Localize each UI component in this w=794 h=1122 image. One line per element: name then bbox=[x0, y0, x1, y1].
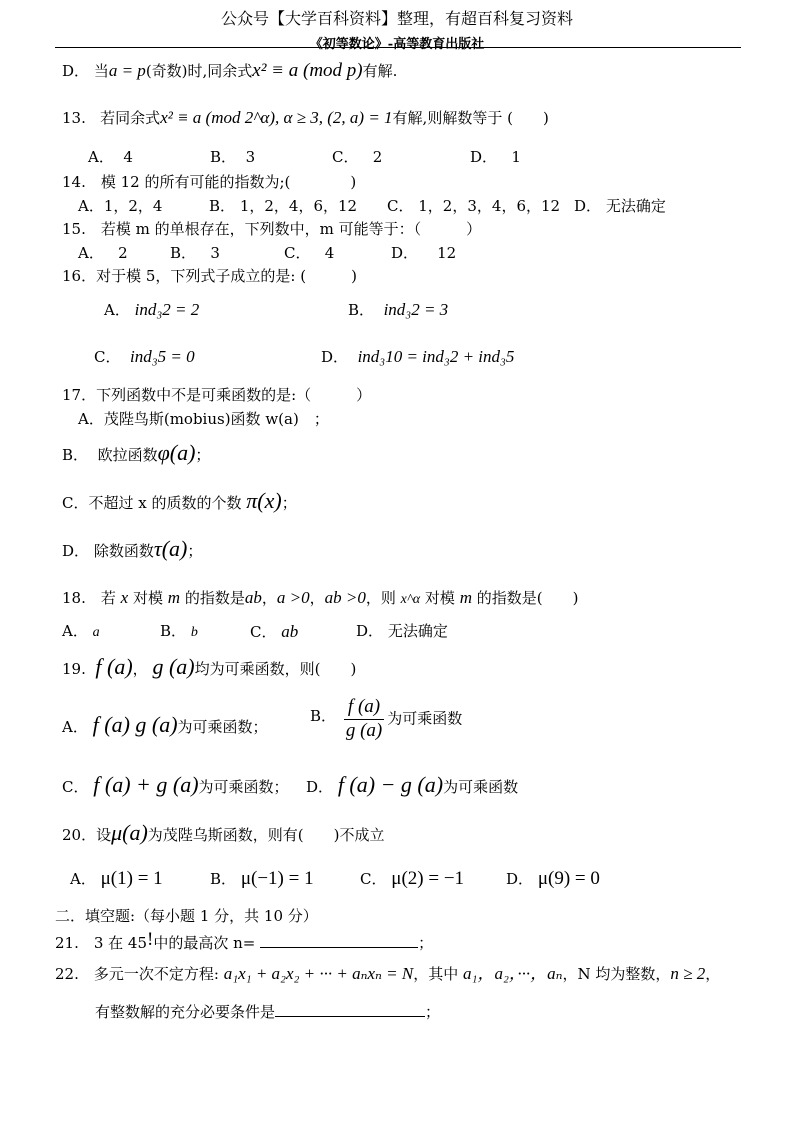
q16-option-b: B． ind₃2 = 3 bbox=[348, 300, 449, 319]
q15-option-b: B． 3 bbox=[170, 244, 220, 262]
answer-blank[interactable] bbox=[275, 1002, 425, 1017]
q20-option-c: C． μ(2) = −1 bbox=[360, 868, 465, 889]
q19-option-a: A． f (a) g (a)为可乘函数； bbox=[62, 712, 268, 737]
math-expr: μ(a) bbox=[111, 820, 148, 845]
q17-option-d: D． 除数函数τ(a)； bbox=[62, 536, 203, 561]
q16-option-d: D． ind₃10 = ind₃2 + ind₃5 bbox=[321, 347, 515, 366]
math-expr: ind₃5 = 0 bbox=[130, 347, 195, 366]
q13-option-d: D． 1 bbox=[470, 148, 521, 166]
q18-option-c: C． ab bbox=[250, 622, 299, 641]
q20-option-b: B． μ(−1) = 1 bbox=[210, 868, 314, 889]
q20-option-d: D． μ(9) = 0 bbox=[506, 868, 600, 889]
q17-option-b: B． 欧拉函数φ(a)； bbox=[62, 440, 211, 465]
q17-option-a: A．茂陛鸟斯(mobius)函数 w(a) ； bbox=[78, 410, 329, 428]
question-20: 20．设μ(a)为茂陛乌斯函数，则有( )不成立 bbox=[62, 820, 385, 845]
question-15: 15. 若模 m 的单根存在，下列数中，m 可能等于：（ ） bbox=[62, 220, 482, 238]
header-source: 公众号【大学百科资料】整理，有超百科复习资料 bbox=[220, 9, 573, 28]
math-expr: a₁，a₂，···，aₙ bbox=[463, 964, 563, 983]
section-2-title: 二．填空题:（每小题 1 分，共 10 分） bbox=[55, 907, 318, 925]
q18-option-b: B． b bbox=[160, 622, 198, 640]
q13-option-b: B． 3 bbox=[210, 148, 256, 166]
math-expr: a₁x₁ + a₂x₂ + ··· + aₙxₙ = N bbox=[223, 964, 414, 983]
q14-option-c: C． 1，2，3，4，6，12 bbox=[387, 197, 561, 215]
question-18: 18. 若 x 对模 m 的指数是ab，a >0，ab >0，则 x^α 对模 m 的指数是( ) bbox=[62, 588, 579, 607]
math-expr: ind₃2 = 2 bbox=[134, 300, 200, 319]
q15-option-c: C． 4 bbox=[284, 244, 335, 262]
question-22: 22. 多元一次不定方程: a₁x₁ + a₂x₂ + ··· + aₙxₙ = N，其中 a₁，a₂，···，aₙ，N 均为整数，n ≥ 2， bbox=[55, 964, 721, 983]
math-expr: f (a) + g (a) bbox=[93, 772, 199, 797]
question-21: 21. 3 在 45!中的最高次 n= ； bbox=[55, 929, 434, 952]
math-expr: f (a) − g (a) bbox=[337, 772, 444, 797]
q15-option-a: A． 2 bbox=[78, 244, 128, 262]
q20-option-a: A． μ(1) = 1 bbox=[70, 868, 163, 889]
q14-option-d: D． 无法确定 bbox=[574, 197, 666, 215]
q13-option-a: A． 4 bbox=[88, 148, 133, 166]
header-book: 《初等数论》-高等教育出版社 bbox=[309, 37, 485, 52]
header-rule bbox=[55, 47, 741, 48]
q16-option-a: A． ind₃2 = 2 bbox=[104, 300, 200, 319]
math-expr: τ(a) bbox=[153, 536, 188, 561]
math-expr: f (a) bbox=[95, 654, 133, 679]
answer-blank[interactable] bbox=[260, 933, 418, 948]
math-expr: π(x) bbox=[246, 488, 282, 513]
math-expr: f (a) g (a) bbox=[92, 712, 178, 737]
math-expr: x² ≡ a (mod p) bbox=[252, 60, 363, 81]
q18-option-d: D． 无法确定 bbox=[356, 622, 448, 640]
question-17: 17．下列函数中不是可乘函数的是:（ ） bbox=[62, 386, 372, 404]
q18-option-a: A． a bbox=[62, 622, 100, 640]
math-expr: a = p bbox=[108, 61, 146, 80]
q16-option-c: C． ind₃5 = 0 bbox=[94, 347, 195, 366]
math-expr: x² ≡ a (mod 2^α), α ≥ 3, (2, a) = 1 bbox=[160, 108, 393, 127]
math-expr: ind₃10 = ind₃2 + ind₃5 bbox=[357, 347, 515, 366]
fraction: $\frac{f (a)}{g (a)}$ bbox=[345, 696, 383, 741]
q13-option-c: C． 2 bbox=[332, 148, 383, 166]
math-expr: φ(a) bbox=[157, 440, 196, 465]
q19-option-b: B． $\frac{f (a)}{g (a)}$ 为可乘函数 bbox=[310, 696, 463, 741]
question-19: 19. f (a)， g (a)均为可乘函数，则( ) bbox=[62, 654, 357, 679]
question-22-line2: 有整数解的充分必要条件是 ； bbox=[95, 1003, 441, 1021]
q12-option-d: D． 当a = p(奇数)时,同余式x² ≡ a (mod p)有解. bbox=[62, 60, 398, 81]
q19-option-c: C． f (a) + g (a)为可乘函数； bbox=[62, 772, 289, 797]
q14-option-b: B． 1，2，4，6，12 bbox=[209, 197, 358, 215]
q15-option-d: D． 12 bbox=[391, 244, 457, 262]
q17-option-c: C．不超过 x 的质数的个数 π(x)； bbox=[62, 488, 297, 513]
q19-option-d: D． f (a) − g (a)为可乘函数 bbox=[306, 772, 519, 797]
question-14: 14. 模 12 的所有可能的指数为;( ) bbox=[62, 173, 357, 191]
q14-option-a: A．1，2，4 bbox=[78, 197, 163, 215]
math-expr: g (a) bbox=[152, 654, 195, 679]
question-13: 13. 若同余式x² ≡ a (mod 2^α), α ≥ 3, (2, a) = 1有解,则解数等于 ( ) bbox=[62, 108, 549, 127]
math-expr: ind₃2 = 3 bbox=[383, 300, 449, 319]
question-16: 16．对于模 5，下列式子成立的是: ( ) bbox=[62, 267, 357, 285]
